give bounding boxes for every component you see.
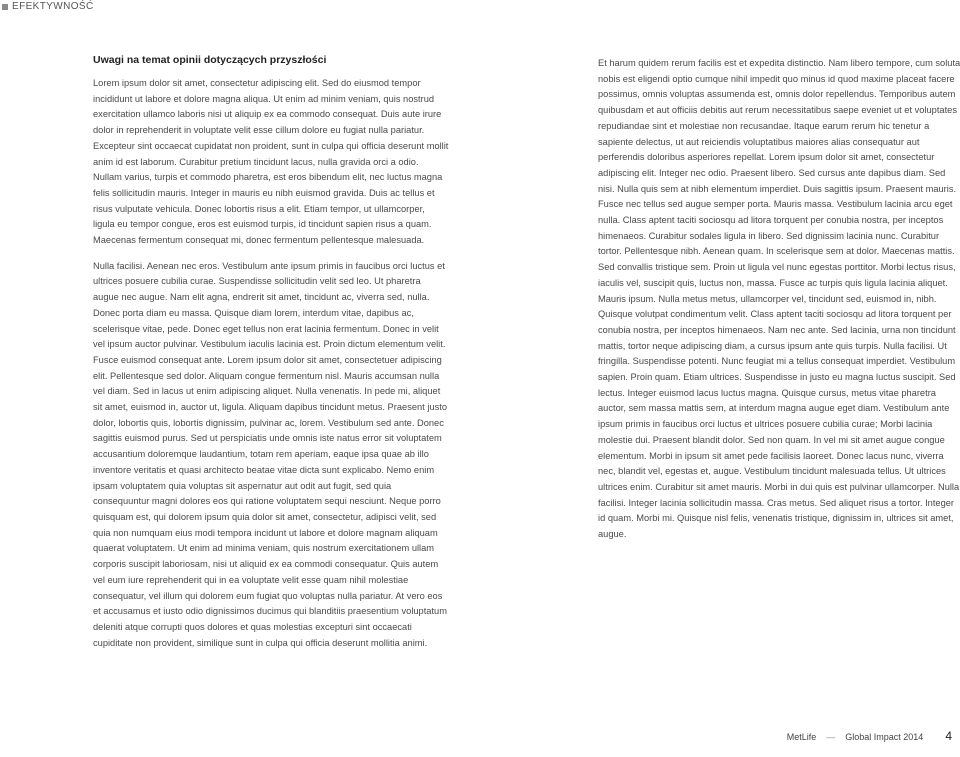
page-number: 4 bbox=[945, 729, 952, 743]
section-marker-icon bbox=[2, 4, 8, 10]
right-paragraph: Et harum quidem rerum facilis est et expedita distinctio. Nam libero tempore, cum soluta nobis est eligendi optio cumque nihil impedit quo minus id quod maxime placeat facere possimus, omnis voluptas assumenda est, omnis dolor repellendus. Temporibus autem quibusdam et aut officiis debitis aut rerum necessitatibus saepe eveniet ut et voluptates repudiandae sint et molestiae non recusandae. Itaque earum rerum hic tenetur a sapiente delectus, ut aut reiciendis voluptatibus maiores alias consequatur aut perferendis doloribus asperiores repellat. Lorem ipsum dolor sit amet, consectetur adipiscing elit. Integer nec odio. Praesent libero. Sed cursus ante dapibus diam. Sed nisi. Nulla quis sem at nibh elementum imperdiet. Duis sagittis ipsum. Praesent mauris. Fusce nec tellus sed augue semper porta. Mauris massa. Vestibulum lacinia arcu eget nulla. Class aptent taciti sociosqu ad litora torquent per conubia nostra, per inceptos himenaeos. Curabitur sodales ligula in libero. Sed dignissim lacinia nunc. Curabitur tortor. Pellentesque nibh. Aenean quam. In scelerisque sem at dolor. Maecenas mattis. Sed convallis tristique sem. Proin ut ligula vel nunc egestas porttitor. Morbi lectus risus, iaculis vel, suscipit quis, luctus non, massa. Fusce ac turpis quis ligula lacinia aliquet. Mauris ipsum. Nulla metus metus, ullamcorper vel, tincidunt sed, euismod in, nibh. Quisque volutpat condimentum velit. Class aptent taciti sociosqu ad litora torquent per conubia nostra, per inceptos himenaeos. Nam nec ante. Sed lacinia, urna non tincidunt mattis, tortor neque adipiscing diam, a cursus ipsum ante quis turpis. Nulla facilisi. Ut fringilla. Suspendisse potenti. Nunc feugiat mi a tellus consequat imperdiet. Vestibulum sapien. Proin quam. Etiam ultrices. Suspendisse in justo eu magna luctus suscipit. Sed lectus. Integer euismod lacus luctus magna. Quisque cursus, metus vitae pharetra auctor, sem massa mattis sem, at interdum magna augue eget diam. Vestibulum ante ipsum primis in faucibus orci luctus et ultrices posuere cubilia curae; Morbi lacinia molestie dui. Praesent blandit dolor. Sed non quam. In vel mi sit amet augue congue elementum. Morbi in ipsum sit amet pede facilisis laoreet. Donec lacus nunc, viverra nec, blandit vel, egestas et, augue. Vestibulum tincidunt malesuada tellus. Ut ultrices ultrices enim. Curabitur sit amet mauris. Morbi in dui quis est pulvinar ullamcorper. Nulla facilisi. Integer lacinia sollicitudin massa. Cras metus. Sed aliquet risus a tortor. Integer id quam. Morbi mi. Quisque nisl felis, venenatis tristique, dignissim in, ultrices sit amet, augue. bbox=[598, 58, 960, 540]
footer-separator: — bbox=[826, 732, 836, 742]
page-footer bbox=[787, 729, 952, 743]
section-label: EFEKTYWNOŚĆ bbox=[12, 1, 94, 12]
footer-brand: MetLife bbox=[786, 732, 817, 742]
right-column bbox=[598, 56, 960, 543]
page-heading: Uwagi na temat opinii dotyczących przyszłości bbox=[93, 54, 327, 66]
section-tag bbox=[2, 1, 94, 12]
footer-report-title: Global Impact 2014 bbox=[845, 732, 924, 742]
left-column bbox=[93, 76, 449, 651]
left-paragraph-2: Nulla facilisi. Aenean nec eros. Vestibulum ante ipsum primis in faucibus orci luctus et ultrices posuere cubilia curae. Suspendisse sollicitudin velit sed leo. Ut pharetra augue nec augue. Nam elit agna, endrerit sit amet, tincidunt ac, viverra sed, nulla. Donec porta diam eu massa. Quisque diam lorem, interdum vitae, dapibus ac, scelerisque vitae, pede. Donec eget tellus non erat lacinia fermentum. Donec in velit vel ipsum auctor pulvinar. Vestibulum iaculis lacinia est. Proin dictum elementum velit. Fusce euismod consequat ante. Lorem ipsum dolor sit amet, consectetuer adipiscing elit. Pellentesque sed dolor. Aliquam congue fermentum nisl. Mauris accumsan nulla vel diam. Sed in lacus ut enim adipiscing aliquet. Nulla venenatis. In pede mi, aliquet sit amet, euismod in, auctor ut, ligula. Aliquam dapibus tincidunt metus. Praesent justo dolor, lobortis quis, lobortis dignissim, pulvinar ac, lorem. Vestibulum sed ante. Donec sagittis euismod purus. Sed ut perspiciatis unde omnis iste natus error sit voluptatem accusantium doloremque laudantium, totam rem aperiam, eaque ipsa quae ab illo inventore veritatis et quasi architecto beatae vitae dicta sunt explicabo. Nemo enim ipsam voluptatem quia voluptas sit aspernatur aut odit aut fugit, sed quia consequuntur magni dolores eos qui ratione voluptatem sequi nesciunt. Neque porro quisquam est, qui dolorem ipsum quia dolor sit amet, consectetur, adipisci velit, sed quia non numquam eius modi tempora incidunt ut labore et dolore magnam aliquam quaerat voluptatem. Ut enim ad minima veniam, quis nostrum exercitationem ullam corporis suscipit laboriosam, nisi ut aliquid ex ea commodi consequatur. Quis autem vel eum iure reprehenderit qui in ea voluptate velit esse quam nihil molestiae consequatur, vel illum qui dolorem eum fugiat quo voluptas nulla pariatur. At vero eos et accusamus et iusto odio dignissimos ducimus qui blanditiis praesentium voluptatum deleniti atque corrupti quos dolores et quas molestias excepturi sint occaecati cupiditate non provident, similique sunt in culpa qui officia deserunt mollitia animi. bbox=[93, 260, 447, 648]
left-paragraph-1: Lorem ipsum dolor sit amet, consectetur adipiscing elit. Sed do eiusmod tempor incididunt ut labore et dolore magna aliqua. Ut enim ad minim veniam, quis nostrud exercitation ullamco laboris nisi ut aliquip ex ea commodo consequat. Duis aute irure dolor in reprehenderit in voluptate velit esse cillum dolore eu fugiat nulla pariatur. Excepteur sint occaecat cupidatat non proident, sunt in culpa qui officia deserunt mollit anim id est laborum. Curabitur pretium tincidunt lacus, nulla gravida orci a odio. Nullam varius, turpis et commodo pharetra, est eros bibendum elit, nec luctus magna felis sollicitudin mauris. Integer in mauris eu nibh euismod gravida. Duis ac tellus et risus vulputate vehicula. Donec lobortis risus a elit. Etiam tempor, ut ullamcorper, ligula eu tempor congue, eros est euismod turpis, id tincidunt sapien risus a quam. Maecenas fermentum consequat mi, donec fermentum pellentesque malesuada. bbox=[93, 78, 449, 246]
